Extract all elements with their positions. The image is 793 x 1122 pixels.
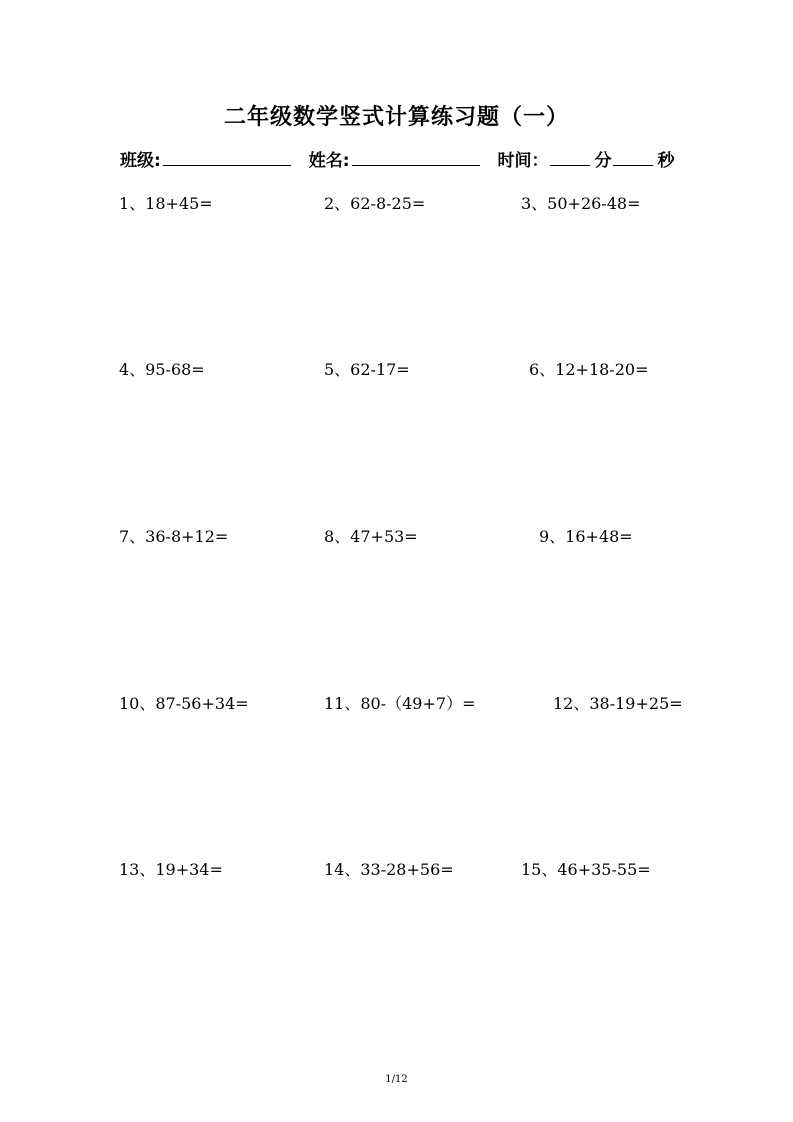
- problem-14: 14、33-28+56=: [324, 860, 454, 879]
- problem-15: 15、46+35-55=: [521, 860, 651, 879]
- problem-3: 3、50+26-48=: [521, 194, 641, 213]
- problem-6: 6、12+18-20=: [529, 360, 649, 379]
- problem-5: 5、62-17=: [324, 360, 410, 379]
- time-label: 时间：: [497, 151, 549, 171]
- problem-11: 11、80-（49+7）=: [324, 694, 476, 713]
- problem-12: 12、38-19+25=: [553, 694, 683, 713]
- name-field: [309, 151, 490, 171]
- class-field: [120, 151, 301, 171]
- problem-4: 4、95-68=: [119, 360, 205, 379]
- problem-8: 8、47+53=: [324, 527, 418, 546]
- problem-2: 2、62-8-25=: [324, 194, 426, 213]
- problem-10: 10、87-56+34=: [119, 694, 249, 713]
- time-field: [497, 151, 674, 171]
- page-title: 二年级数学竖式计算练习题（一）: [223, 105, 569, 130]
- class-blank[interactable]: [163, 147, 291, 166]
- problem-1: 1、18+45=: [119, 194, 213, 213]
- name-label: 姓名:: [308, 151, 350, 171]
- seconds-label: 秒: [657, 151, 675, 171]
- seconds-blank[interactable]: [613, 147, 653, 166]
- name-blank[interactable]: [352, 147, 480, 166]
- problem-13: 13、19+34=: [119, 860, 223, 879]
- page-number: 1/12: [385, 1074, 408, 1085]
- class-label: 班级:: [120, 151, 161, 171]
- problem-9: 9、16+48=: [539, 527, 633, 546]
- minutes-blank[interactable]: [550, 147, 590, 166]
- problem-7: 7、36-8+12=: [119, 527, 229, 546]
- minutes-label: 分: [594, 151, 612, 171]
- student-info-line: [120, 146, 674, 171]
